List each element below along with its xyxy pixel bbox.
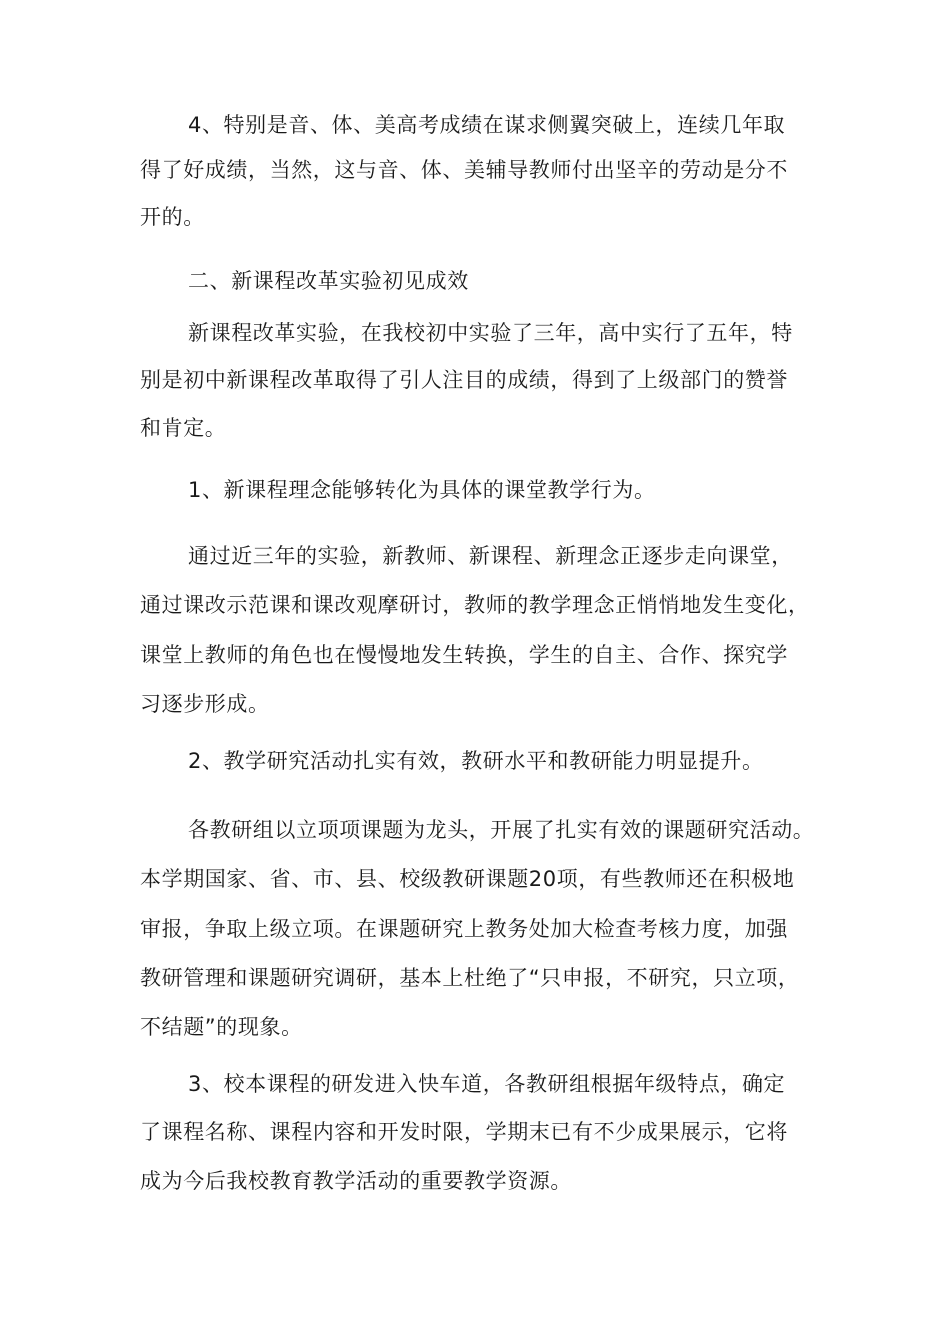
section-heading: 二、新课程改革实验初见成效: [188, 269, 469, 293]
paragraph-sub2-line: 本学期国家、省、市、县、校级教研课题20项，有些教师还在积极地: [140, 867, 795, 891]
subheading-1: 1、新课程理念能够转化为具体的课堂教学行为。: [188, 478, 656, 502]
paragraph-point4-line: 得了好成绩，当然，这与音、体、美辅导教师付出坚辛的劳动是分不: [140, 158, 788, 182]
paragraph-sub1-line: 习逐步形成。: [140, 692, 270, 716]
subheading-2: 2、教学研究活动扎实有效，教研水平和教研能力明显提升。: [188, 749, 764, 773]
paragraph-reform-intro-line: 新课程改革实验，在我校初中实验了三年，高中实行了五年，特: [188, 321, 793, 345]
paragraph-point4-line: 4、特别是音、体、美高考成绩在谋求侧翼突破上，连续几年取: [188, 113, 786, 137]
paragraph-sub3-line: 3、校本课程的研发进入快车道，各教研组根据年级特点，确定: [188, 1072, 786, 1096]
paragraph-sub2-line: 各教研组以立项项课题为龙头，开展了扎实有效的课题研究活动。: [188, 818, 815, 842]
paragraph-sub3-line: 了课程名称、课程内容和开发时限，学期末已有不少成果展示，它将: [140, 1120, 788, 1144]
paragraph-sub1-line: 课堂上教师的角色也在慢慢地发生转换，学生的自主、合作、探究学: [140, 643, 788, 667]
paragraph-reform-intro-line: 和肯定。: [140, 416, 227, 440]
paragraph-sub1-line: 通过课改示范课和课改观摩研讨，教师的教学理念正悄悄地发生变化，: [140, 593, 810, 617]
paragraph-sub1-line: 通过近三年的实验，新教师、新课程、新理念正逐步走向课堂，: [188, 544, 793, 568]
paragraph-sub2-line: 审报，争取上级立项。在课题研究上教务处加大检查考核力度，加强: [140, 917, 788, 941]
paragraph-sub2-line: 不结题”的现象。: [140, 1015, 303, 1039]
paragraph-point4-line: 开的。: [140, 205, 205, 229]
paragraph-sub2-line: 教研管理和课题研究调研，基本上杜绝了“只申报，不研究，只立项，: [140, 966, 800, 990]
paragraph-reform-intro-line: 别是初中新课程改革取得了引人注目的成绩，得到了上级部门的赞誉: [140, 368, 788, 392]
paragraph-sub3-line: 成为今后我校教育教学活动的重要教学资源。: [140, 1169, 572, 1193]
